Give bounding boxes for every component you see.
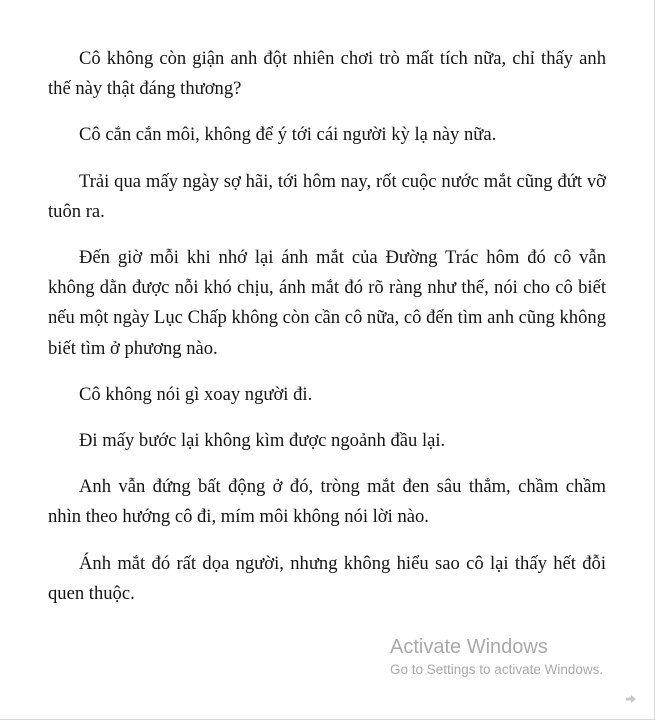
document-body: [48, 44, 606, 625]
paragraph: Đi mấy bước lại không kìm được ngoảnh đầu lại.: [79, 430, 446, 452]
watermark-subtitle: Go to Settings to activate Windows.: [390, 662, 604, 677]
paragraph: Đến giờ mỗi khi nhớ lại ánh mắt của Đường Trác hôm đó cô vẫn không dằn được nỗi khó chịu, ánh mắt đó rõ ràng như thế, nói cho cô biết nếu một ngày Lục Chấp không còn cần cô nữa, cô đến tìm anh cũng không biết tìm ở phương nào.: [48, 247, 606, 359]
paragraph: Cô không nói gì xoay người đi.: [79, 383, 313, 405]
paragraph: Cô không còn giận anh đột nhiên chơi trò mất tích nữa, chỉ thấy anh thế này thật đáng thương?: [48, 48, 606, 100]
resize-arrow-icon: [626, 695, 636, 703]
watermark-title: Activate Windows: [390, 636, 548, 658]
paragraph: Cô cắn cắn môi, không để ý tới cái người kỳ lạ này nữa.: [79, 124, 497, 146]
activate-windows-watermark: [390, 634, 603, 680]
paragraph: Anh vẫn đứng bất động ở đó, tròng mắt đen sâu thẳm, chầm chầm nhìn theo hướng cô đi, mím môi không nói lời nào.: [48, 476, 606, 528]
paragraph: Ánh mắt đó rất dọa người, nhưng không hiểu sao cô lại thấy hết đỗi quen thuộc.: [48, 552, 606, 604]
paragraph: Trải qua mấy ngày sợ hãi, tới hôm nay, rốt cuộc nước mắt cũng đứt vỡ tuôn ra.: [48, 170, 606, 222]
